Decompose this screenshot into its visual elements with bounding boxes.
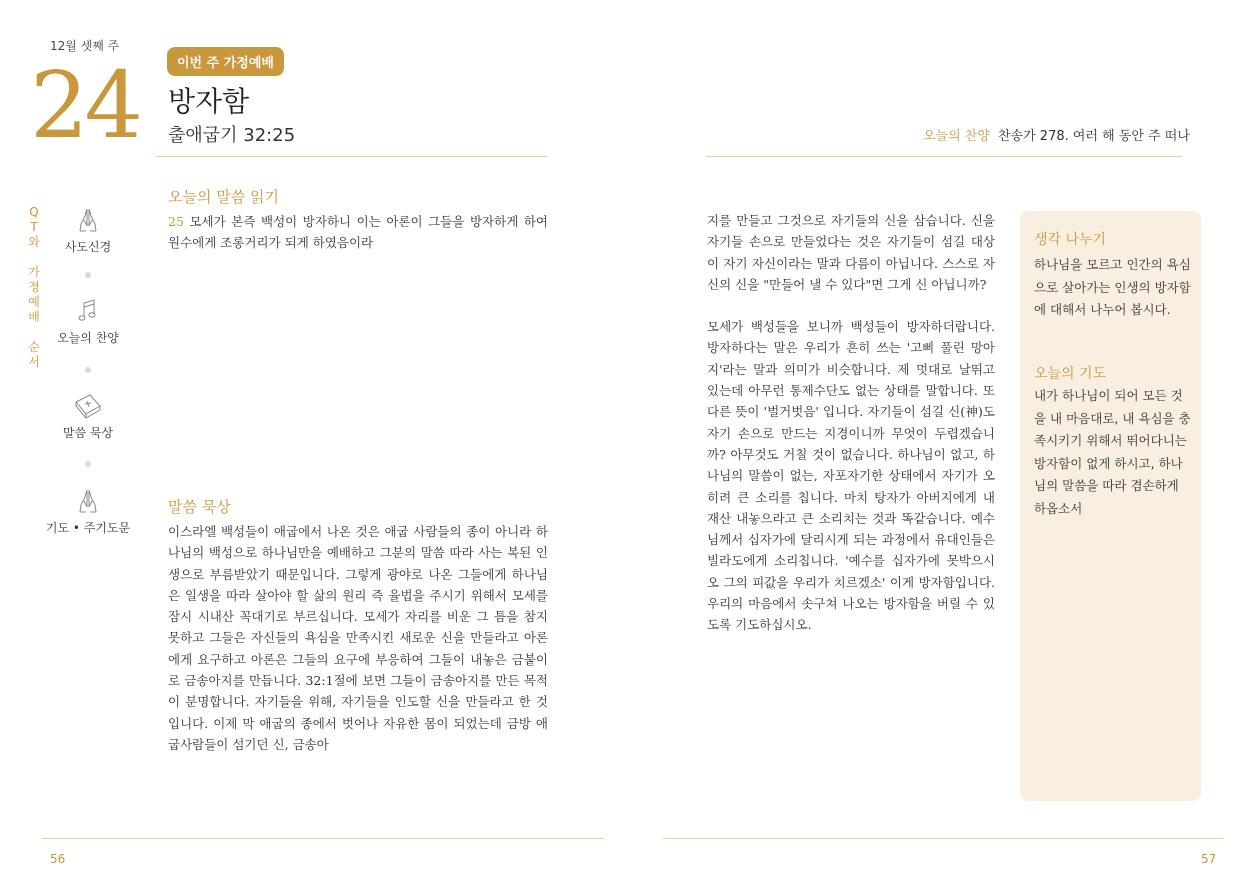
music-note-icon: [74, 297, 102, 325]
reading-verse: [168, 211, 548, 254]
meditation-paragraph: 지를 만들고 그것으로 자기들의 신을 삼습니다. 신을 자기들 손으로 만들었다는 것은 자기들이 섬길 대상이 자기 자신이라는 말과 다름이 아닙니다. 스스로 자신의 신을 "만들어 낼 수 있다"면 그게 신 아닙니까?: [707, 213, 995, 292]
vertical-title-char: 가: [28, 265, 40, 279]
meditation-heading: 말씀 묵상: [168, 498, 231, 516]
verse-number: 25: [168, 214, 184, 229]
page-title: 방자함: [168, 85, 250, 118]
prayer-heading: 오늘의 기도: [1034, 366, 1107, 382]
page-number-left: 56: [50, 852, 66, 866]
song-label: 오늘의 찬양: [923, 129, 990, 144]
step-label: 오늘의 찬양: [57, 331, 119, 345]
bible-icon: [72, 392, 104, 420]
weekly-badge: 이번 주 가정예배: [167, 47, 284, 76]
step-separator: [85, 272, 91, 278]
share-text: 하나님을 모르고 인간의 욕심으로 살아가는 인생의 방자함에 대해서 나누어 봅시다.: [1034, 257, 1191, 317]
header-divider-left: [155, 156, 547, 157]
week-label: 12월 셋째 주: [50, 39, 120, 53]
reading-heading: 오늘의 말씀 읽기: [168, 188, 279, 206]
page-number-right: 57: [1201, 852, 1217, 866]
step-label: 기도 • 주기도문: [45, 521, 131, 535]
footer-divider-right: [663, 838, 1224, 839]
step-meditation: [38, 392, 138, 441]
vertical-title-char: 배: [28, 310, 40, 324]
vertical-title-char: 순: [28, 340, 40, 354]
praying-hands-icon: [74, 487, 102, 515]
song-title: 찬송가 278. 여러 해 동안 주 떠나: [998, 129, 1190, 144]
verse-text: 모세가 본즉 백성이 방자하니 이는 아론이 그들을 방자하게 하여 원수에게 조롱거리가 되게 하였음이라: [168, 214, 548, 251]
vertical-title-char: 와: [28, 235, 40, 249]
vertical-title-char: 정: [28, 280, 40, 294]
step-prayer: [38, 487, 138, 536]
step-separator: [85, 367, 91, 373]
header-divider-right: [706, 156, 1182, 157]
meditation-text-left: 이스라엘 백성들이 애굽에서 나온 것은 애굽 사람들의 종이 아니라 하나님의 백성으로 하나님만을 예배하고 그분의 말씀 따라 사는 복된 인생으로 부름받았기 때문입니다. 그렇게 광야로 나온 그들에게 하나님은 일생을 따라 살아야 할 삶의 원리 즉 율법을 주시기 위해서 모세를 잠시 시내산 꼭대기로 부르십니다. 모세가 자리를 비운 그 틈을 참지 못하고 그들은 자신들의 욕심을 만족시킨 새로운 신을 만들라고 아론에게 요구하고 아론은 그들의 요구에 부응하여 그들이 내놓은 금붙이로 금송아지를 만듭니다. 32:1절에 보면 그들이 금송아지를 만든 목적이 분명합니다. 자기들을 위해, 자기들을 인도할 신을 만들라고 한 것입니다. 이제 막 애굽의 종에서 벗어나 자유한 몸이 되었는데 금방 애굽사람들이 섬기던 신, 금송아: [168, 524, 548, 752]
vertical-title-char: T: [30, 220, 38, 234]
step-song: [38, 297, 138, 346]
prayer-text: 내가 하나님이 되어 모든 것을 내 마음대로, 내 욕심을 충족시키기 위해서 뛰어다니는 방자함이 없게 하시고, 하나님의 말씀을 따라 겸손하게 하옵소서: [1034, 388, 1191, 516]
footer-divider-left: [42, 838, 604, 839]
vertical-title-char: 서: [28, 355, 40, 369]
step-label: 말씀 묵상: [62, 426, 114, 440]
meditation-paragraph: 모세가 백성들을 보니까 백성들이 방자하더랍니다. 방자하다는 말은 우리가 흔히 쓰는 '고삐 풀린 망아지'라는 말과 의미가 비슷합니다. 제 멋대로 날뛰고 있는데 아무런 통제수단도 없는 상태를 말합니다. 또 다른 뜻이 '벌거벗음' 입니다. 자기들이 섬길 신(神)도 자기 손으로 만드는 지경이니까 무엇이 두렵겠습니까? 아무것도 거칠 것이 없습니다. 하나님이 없고, 하나님의 말씀이 없는, 자포자기한 상태에서 자기가 오히려 큰 소리를 칩니다. 마치 탕자가 아버지에게 내 재산 내놓으라고 큰 소리치는 것과 똑같습니다. 예수님께서 십자가에 달리시게 되는 과정에서 유대인들은 빌라도에게 소리칩니다. '예수를 십자가에 못박으시오 그의 피값을 우리가 치르겠소' 이게 방자함입니다. 우리의 마음에서 솟구쳐 나오는 방자함을 버릴 수 있도록 기도하십시오.: [707, 319, 995, 633]
day-number: 24: [30, 52, 140, 159]
scripture-reference: 출애굽기 32:25: [168, 125, 296, 146]
share-heading: 생각 나누기: [1034, 232, 1107, 248]
vertical-title-char: 예: [28, 295, 40, 309]
step-label: 사도신경: [64, 240, 112, 254]
praying-hands-icon: [74, 206, 102, 234]
step-creed: [38, 206, 138, 255]
meditation-text-right: [707, 210, 995, 636]
vertical-title-char: Q: [29, 205, 39, 219]
step-separator: [85, 461, 91, 467]
